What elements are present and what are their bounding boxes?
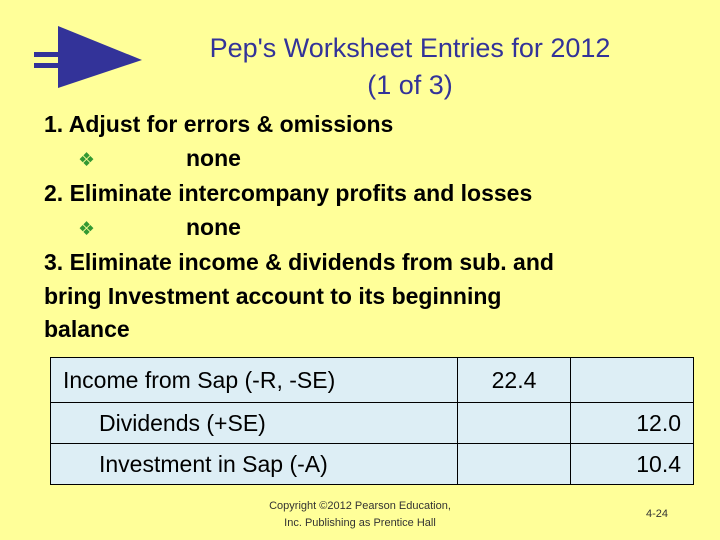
credit-cell [571, 358, 694, 403]
arrow-icon [30, 26, 142, 88]
table-row [51, 403, 694, 444]
debit-cell [458, 444, 571, 485]
step-3-line-3: balance [44, 316, 130, 342]
credit-cell: 12.0 [571, 403, 694, 444]
step-3-line-2: bring Investment account to its beginning [44, 282, 502, 309]
credit-cell: 10.4 [571, 444, 694, 485]
copyright-notice: Copyright ©2012 Pearson Education, Inc. Publishing as Prentice Hall [269, 500, 451, 529]
slide-title [150, 30, 670, 104]
worksheet-entry-table [50, 357, 694, 485]
step-2-detail: ❖ none [44, 211, 694, 247]
steps-list [44, 108, 694, 347]
account-cell: Income from Sap (-R, -SE) [51, 358, 458, 403]
title-line-1: Pep's Worksheet Entries for 2012 [209, 33, 611, 63]
table-row [51, 444, 694, 485]
step-3: 3. Eliminate income & dividends from sub. and [44, 249, 554, 275]
step-2: 2. Eliminate intercompany profits and losses [44, 180, 533, 206]
page-number: 4-24 [646, 508, 669, 520]
account-cell: Investment in Sap (-A) [51, 444, 458, 485]
title-line-2: (1 of 3) [367, 70, 453, 100]
table-row [51, 358, 694, 403]
debit-cell: 22.4 [458, 358, 571, 403]
step-1-detail: ❖ none [44, 142, 694, 178]
diamond-bullet-icon: ❖ [78, 149, 96, 171]
debit-cell [458, 403, 571, 444]
diamond-bullet-icon: ❖ [78, 218, 96, 240]
account-cell: Dividends (+SE) [51, 403, 458, 444]
step-1: 1. Adjust for errors & omissions [44, 111, 394, 137]
